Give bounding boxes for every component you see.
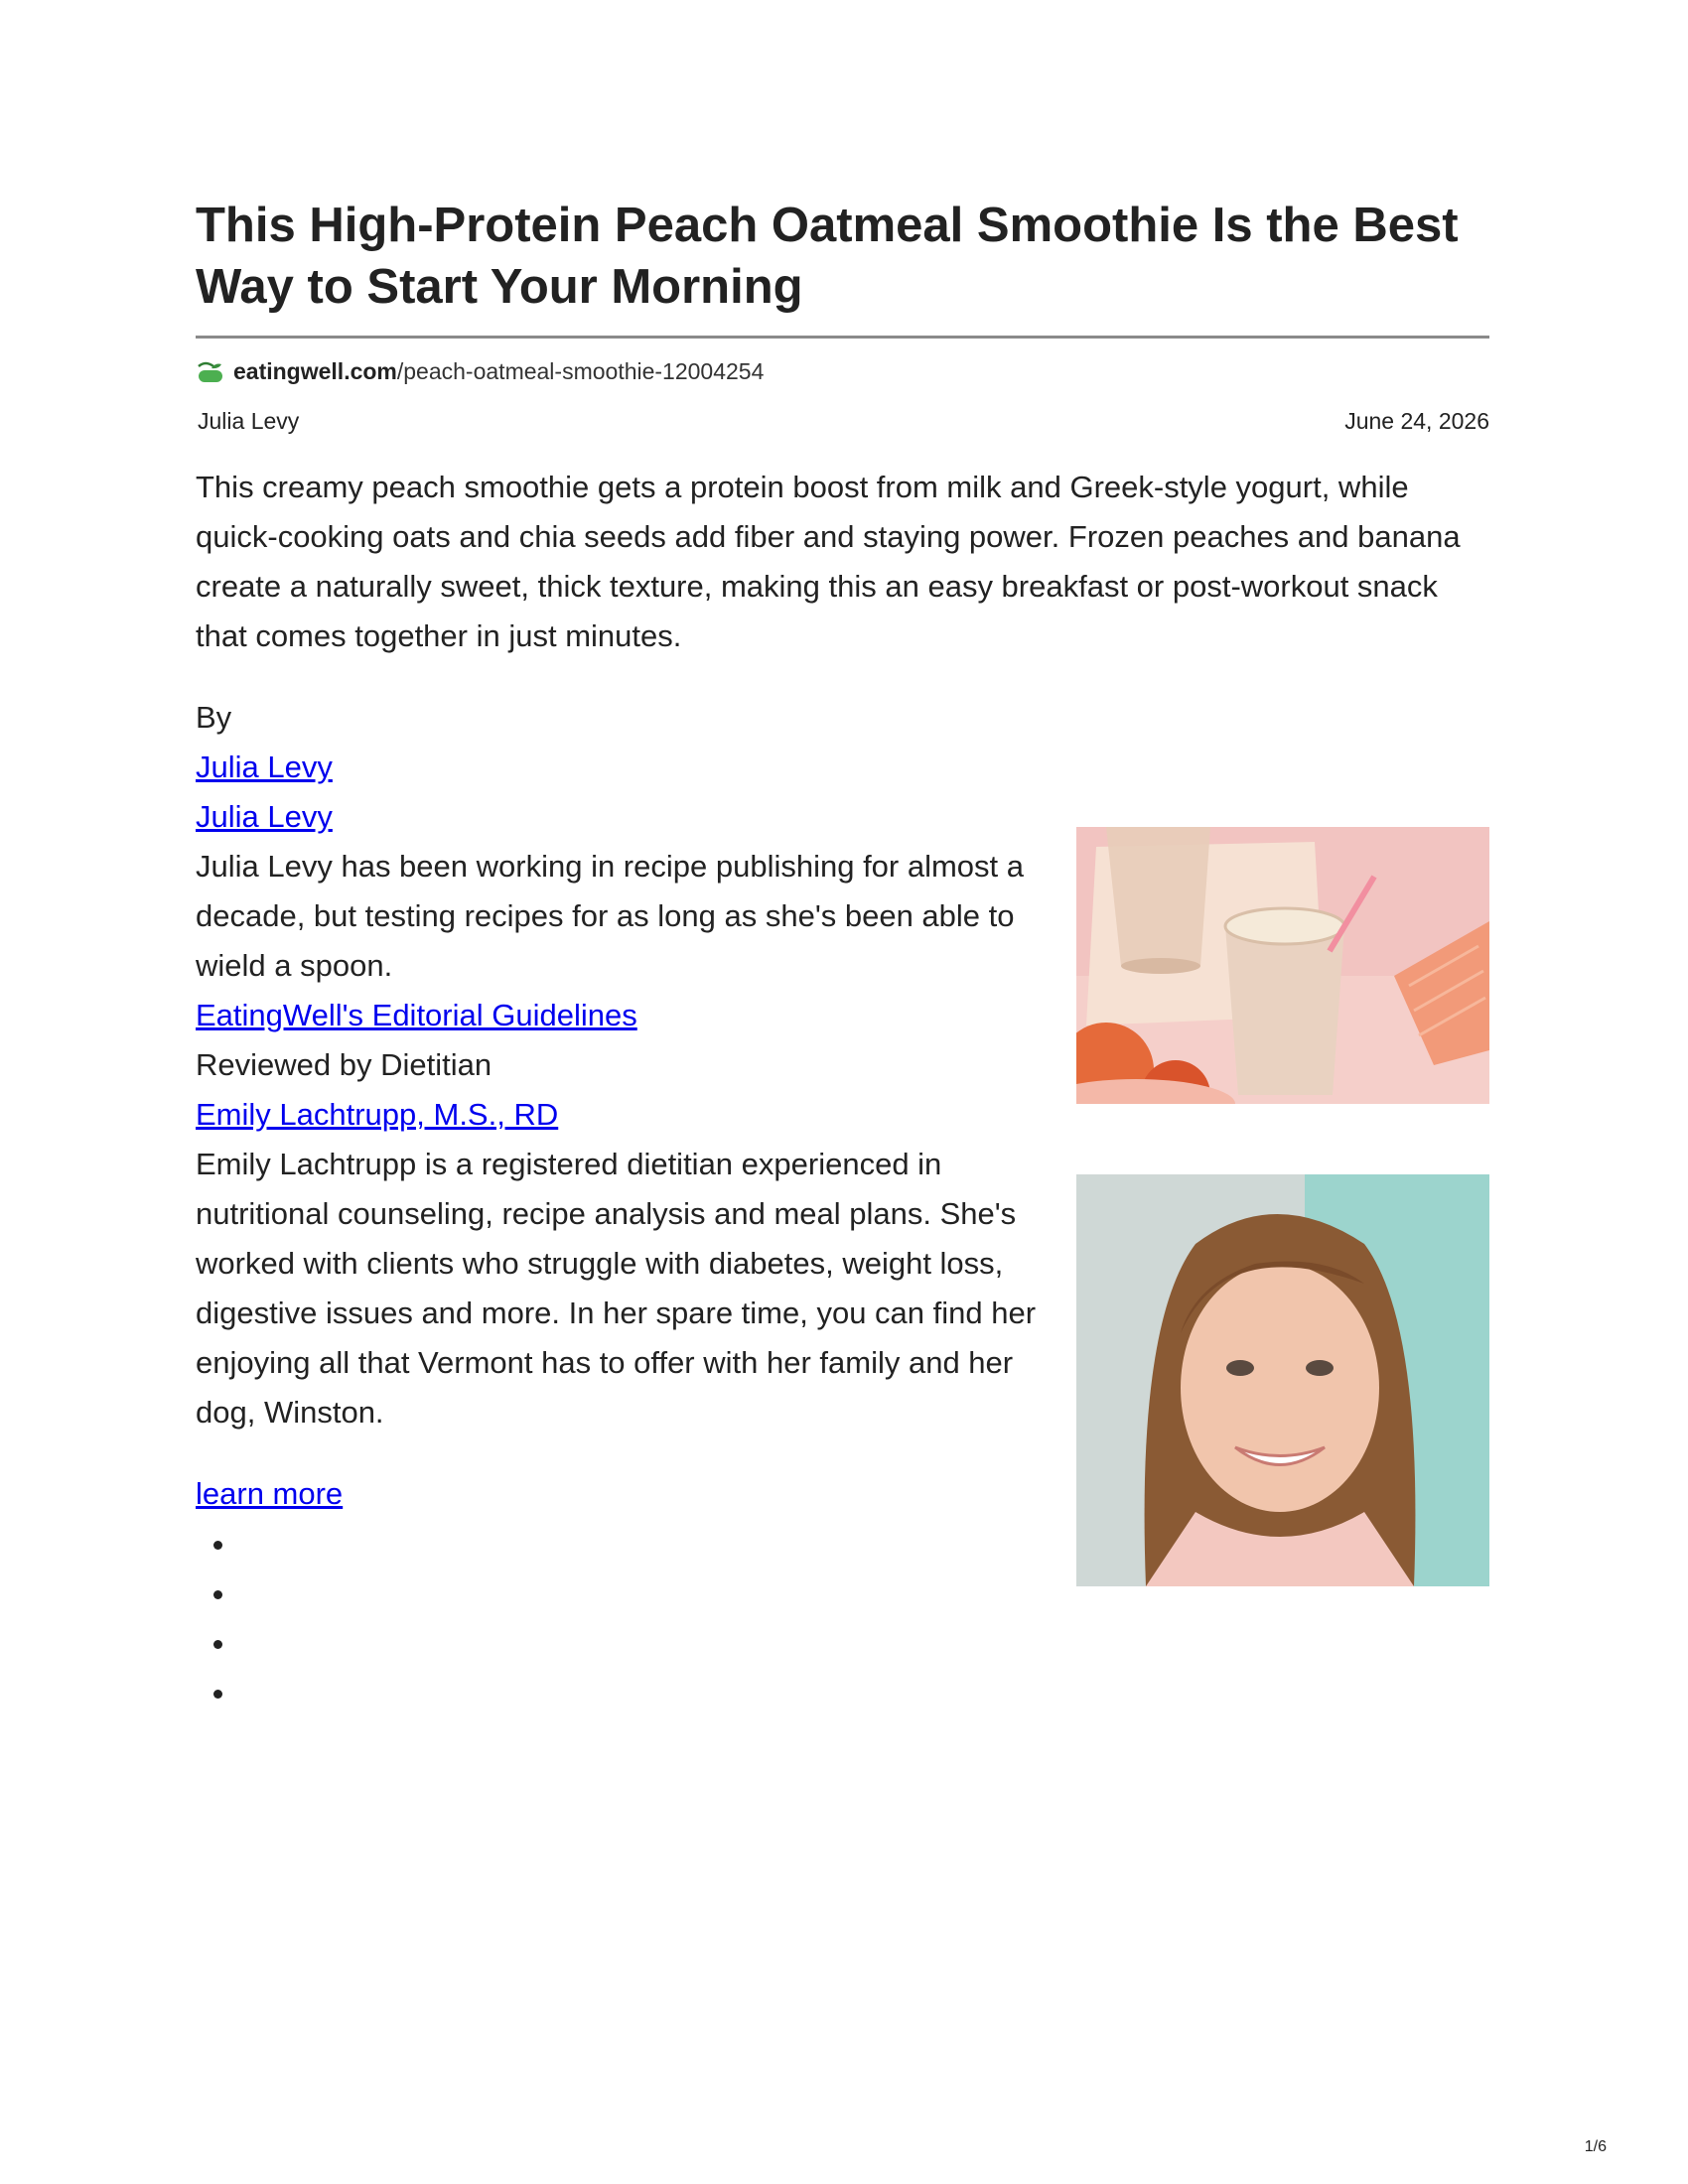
article-title: This High-Protein Peach Oatmeal Smoothie Is the Best Way to Start Your Morning — [196, 199, 1459, 314]
author-bio: Julia Levy has been working in recipe publishing for almost a decade, but testing recipes for as long as she's been able to wield a spoon. — [196, 849, 1025, 983]
author-link[interactable]: Julia Levy — [196, 750, 333, 784]
smoothie-photo — [1076, 827, 1489, 1104]
meta-date: June 24, 2026 — [1344, 408, 1489, 434]
list-item — [238, 1618, 1486, 1668]
reviewer-link[interactable]: Emily Lachtrupp, M.S., RD — [196, 1097, 559, 1132]
reviewer-bio: Emily Lachtrupp is a registered dietitian experienced in nutritional counseling, recipe analysis and meal plans. She's worked with clients who struggle with diabetes, weight loss, digestive issues and more. In her spare time, you can find her enjoying all that Vermont has to offer with her family and her dog, Winston. — [196, 1147, 1037, 1430]
list-item — [238, 1668, 1486, 1717]
source-path: /peach-oatmeal-smoothie-12004254 — [396, 357, 765, 384]
reviewed-label: Reviewed by Dietitian — [196, 1047, 492, 1082]
article-meta — [196, 408, 1489, 435]
by-label: By — [196, 700, 232, 735]
source-url[interactable] — [196, 356, 1486, 386]
title-divider — [196, 336, 1489, 339]
article-page — [196, 195, 1489, 1717]
author-name-link[interactable]: Julia Levy — [196, 799, 333, 834]
learn-more-link[interactable]: learn more — [196, 1476, 344, 1511]
editorial-guidelines-link[interactable]: EatingWell's Editorial Guidelines — [196, 998, 637, 1032]
byline-section — [196, 693, 1040, 1437]
page-number: 1/6 — [1584, 2138, 1607, 2155]
article-intro: This creamy peach smoothie gets a protein boost from milk and Greek-style yogurt, while quick-cooking oats and chia seeds add fiber and staying power. Frozen peaches and banana create a naturally sweet, thick texture, making this an easy breakfast or post-workout snack that comes together in just minutes. — [196, 470, 1461, 653]
source-domain: eatingwell.com — [233, 357, 397, 384]
reviewer-portrait-photo — [1076, 1174, 1489, 1586]
meta-author: Julia Levy — [198, 408, 300, 434]
eatingwell-leaf-icon — [196, 356, 225, 386]
